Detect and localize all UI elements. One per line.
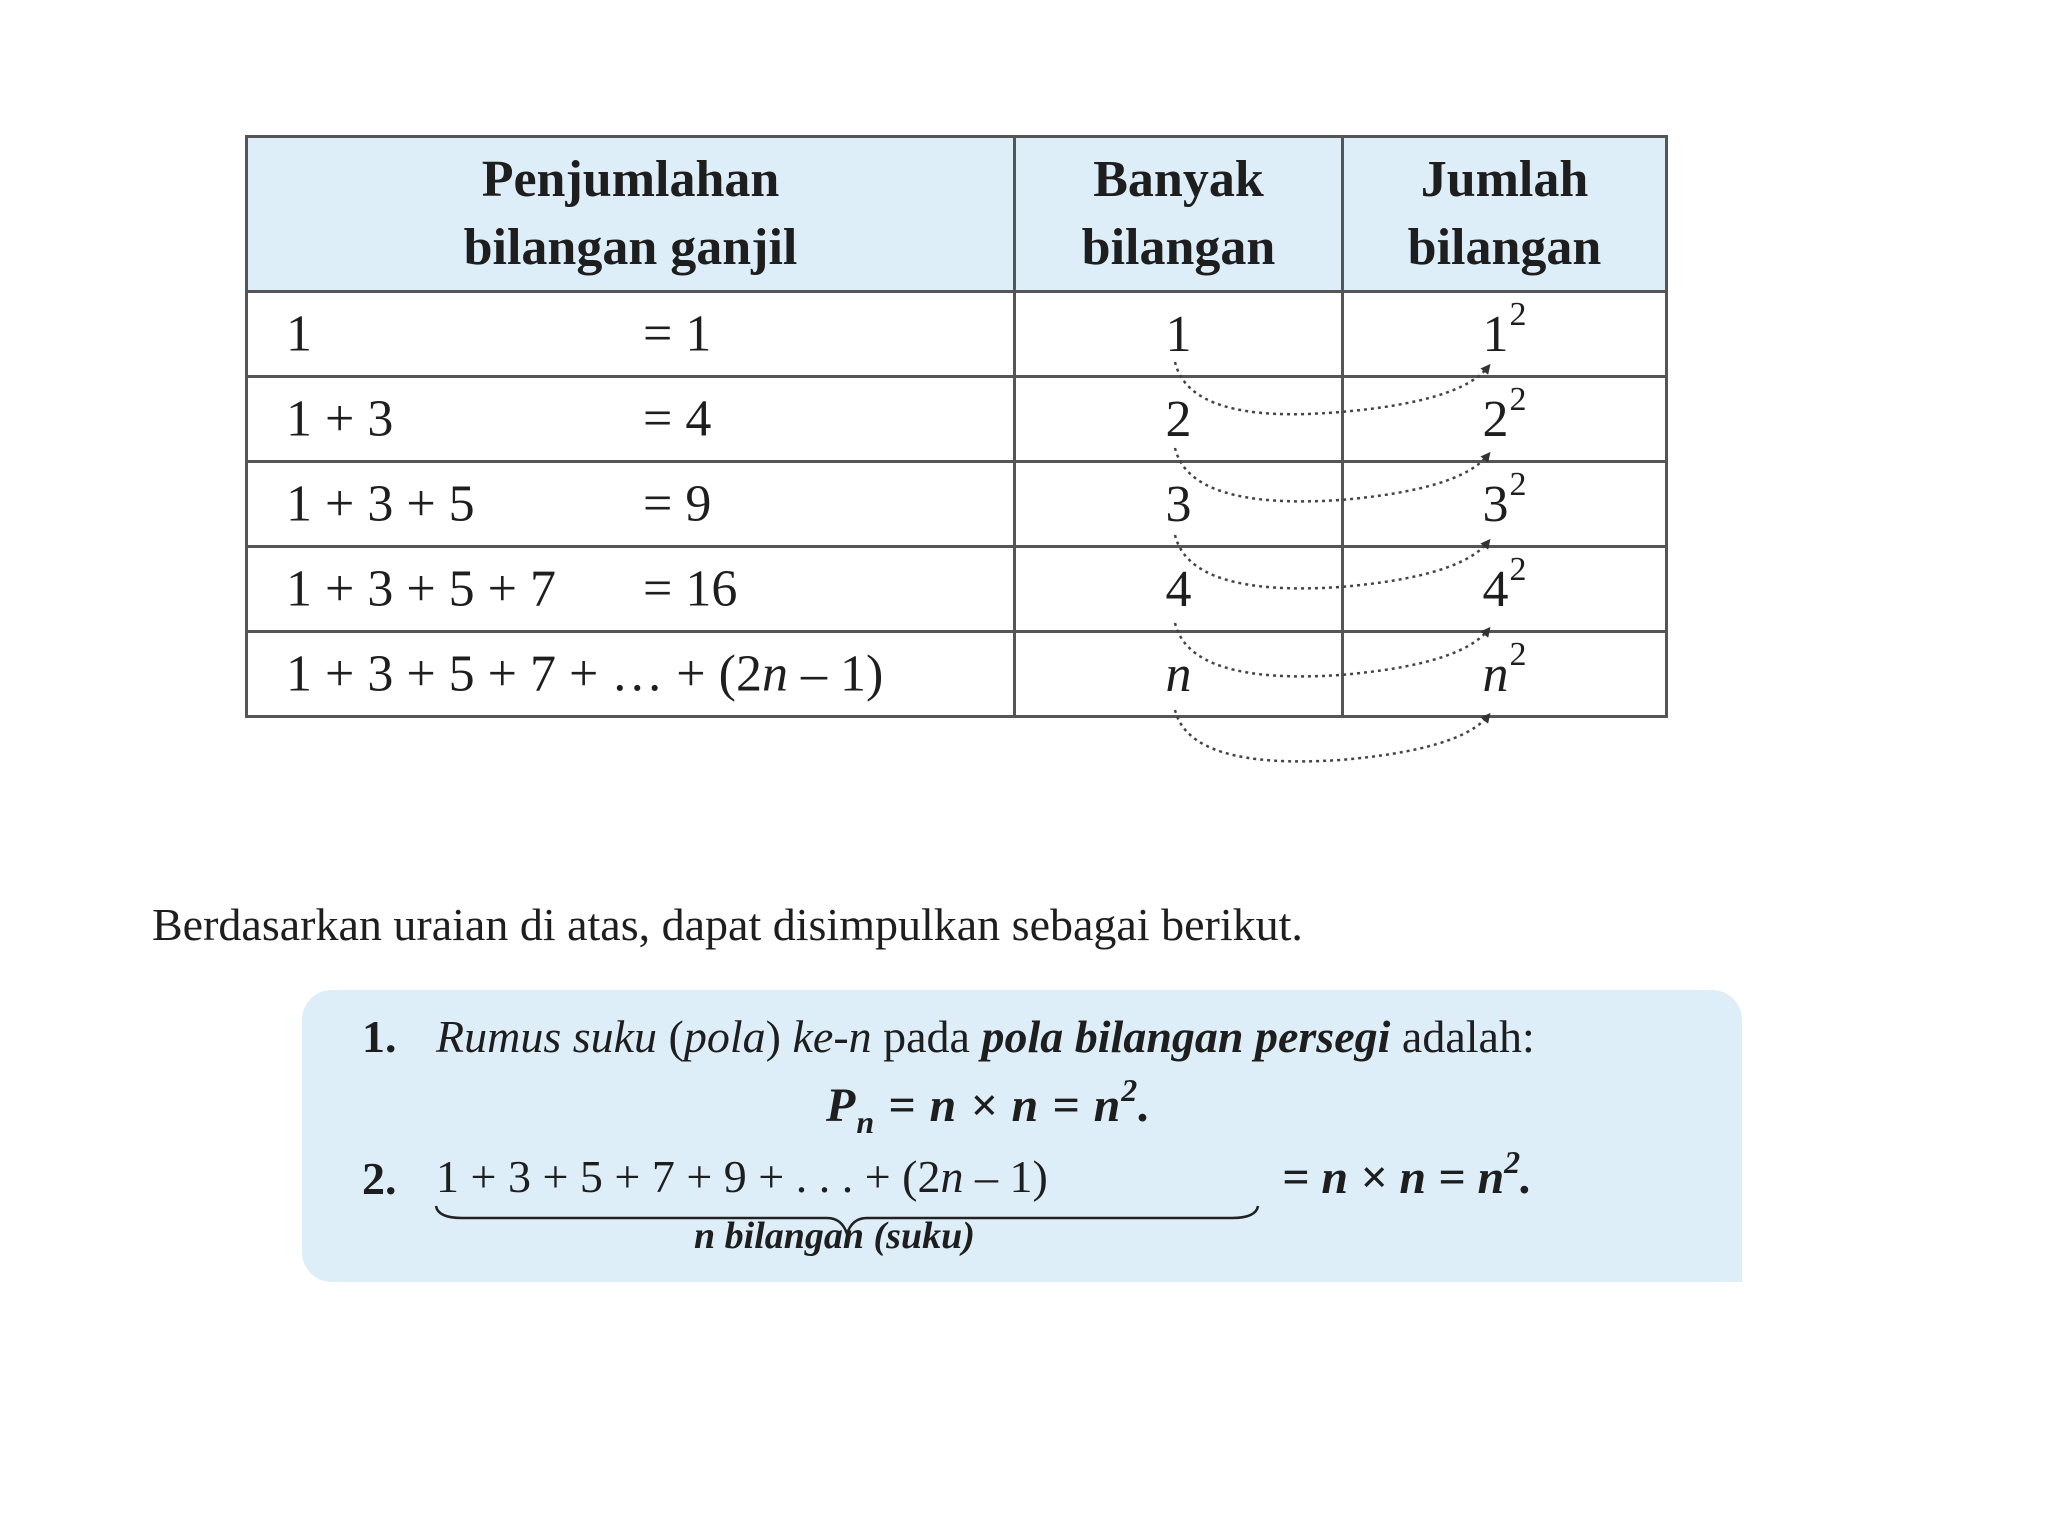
odd-sequence-sum: 1 + 3 + 5 + 7 + 9 + . . . + (2n – 1) — [436, 1151, 1048, 1202]
sum-result: = 9 — [643, 475, 712, 533]
sum-expression-general: 1 + 3 + 5 + 7 + … + (2n – 1) — [286, 645, 884, 703]
sum-expression: 1 + 3 + 5 + 7 — [286, 560, 556, 618]
sum-cell — [247, 292, 1015, 377]
conclusion-intro: Berdasarkan uraian di atas, dapat disimpulkan sebagai berikut. — [152, 899, 1303, 950]
item-number: 1. — [362, 1011, 397, 1062]
odd-sum-table — [245, 135, 1668, 718]
table-row — [247, 292, 1667, 377]
table-row — [247, 377, 1667, 462]
sum-expression: 1 — [286, 305, 312, 363]
header-total: Jumlah bilangan — [1343, 137, 1667, 292]
total-cell: $1^2$ — [1343, 292, 1667, 377]
sum-cell — [247, 632, 1015, 717]
count-cell: 1 — [1015, 292, 1343, 377]
brace-label: n bilangan (suku) — [694, 1215, 975, 1257]
total-cell: $n^2$ — [1343, 632, 1667, 717]
count-cell: 3 — [1015, 462, 1343, 547]
sum-expression: 1 + 3 — [286, 390, 394, 448]
table-row-general — [247, 632, 1667, 717]
sum-expression: 1 + 3 + 5 — [286, 475, 475, 533]
square-formula: $P_n = n \times n = n^2$. — [826, 1072, 1152, 1140]
sum-cell — [247, 377, 1015, 462]
table-row — [247, 547, 1667, 632]
table-row — [247, 462, 1667, 547]
sequence-result: = $n \times n = n^2$. — [1282, 1144, 1533, 1204]
sum-result: = 4 — [643, 390, 712, 448]
count-cell: n — [1015, 632, 1343, 717]
total-cell: $2^2$ — [1343, 377, 1667, 462]
table-header-row — [247, 137, 1667, 292]
sum-result: = 16 — [643, 560, 738, 618]
sum-cell — [247, 547, 1015, 632]
count-cell: 4 — [1015, 547, 1343, 632]
item1-statement: Rumus suku (pola) ke-n pada pola bilangan persegi adalah: — [436, 1011, 1535, 1062]
count-cell: 2 — [1015, 377, 1343, 462]
sum-result: = 1 — [643, 305, 712, 363]
item-number: 2. — [362, 1153, 397, 1204]
total-cell: $3^2$ — [1343, 462, 1667, 547]
header-sum: Penjumlahan bilangan ganjil — [247, 137, 1015, 292]
total-cell: $4^2$ — [1343, 547, 1667, 632]
sum-cell — [247, 462, 1015, 547]
header-count: Banyak bilangan — [1015, 137, 1343, 292]
summary-box — [302, 990, 1742, 1282]
